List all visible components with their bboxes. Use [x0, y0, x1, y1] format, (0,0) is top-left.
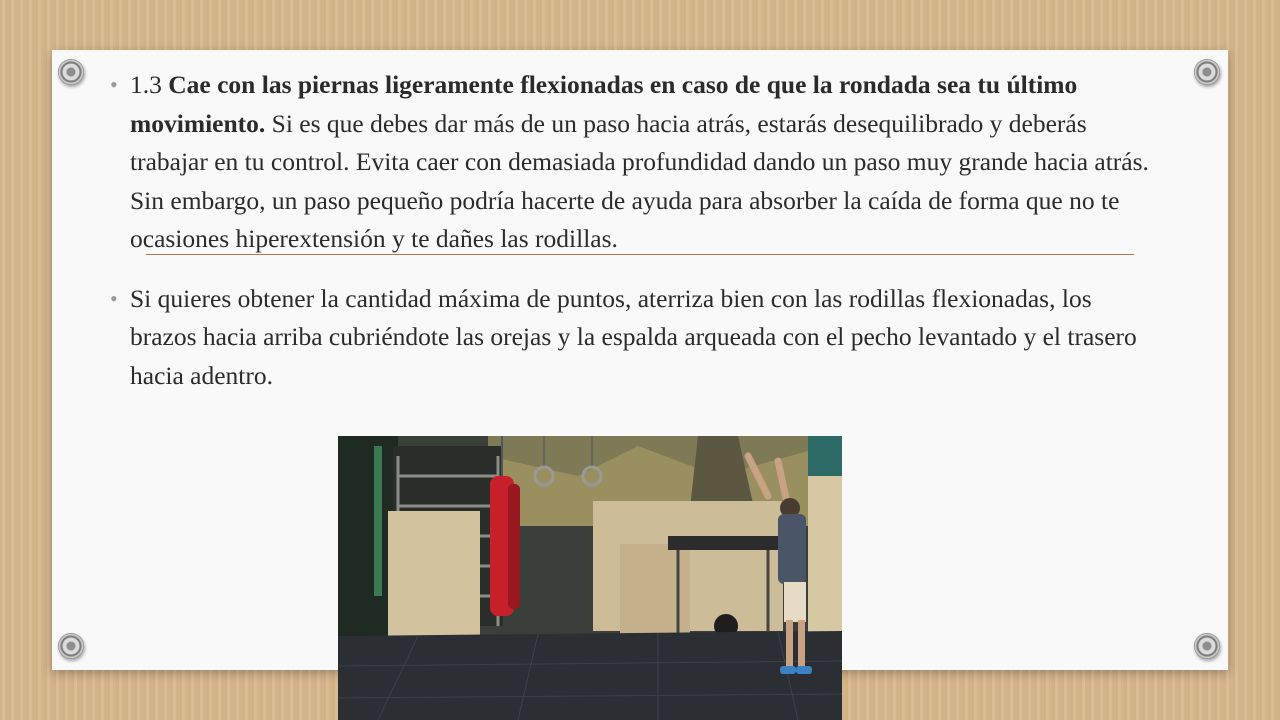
gym-photo-illustration — [338, 436, 842, 720]
bullet-bold-text: Cae con las piernas ligeramente flexionadas en caso de que la rondada sea tu último movimiento. — [130, 70, 1078, 138]
pushpin-icon — [1194, 59, 1220, 85]
bullet-dot-icon: • — [110, 72, 118, 97]
bullet-item — [104, 280, 1164, 396]
pushpin-icon — [1194, 633, 1220, 659]
pushpin-icon — [58, 633, 84, 659]
bullet-dot-icon: • — [110, 285, 118, 311]
bullet-list — [104, 66, 1164, 395]
pushpin-icon — [58, 59, 84, 85]
bullet-text: Si es que debes dar más de un paso hacia atrás, estarás desequilibrado y deberás trabajar en tu control. Evita caer con demasiada profundidad dando un paso muy grande hacia atrás. Sin embargo, un paso pequeño podría hacerte de ayuda para absorber la caída de forma que no te ocasiones hiperextensión y te dañes las rodillas. — [130, 108, 1149, 253]
bullet-prefix: 1.3 — [130, 70, 169, 99]
bullet-item — [104, 66, 1164, 259]
gym-photo — [338, 436, 842, 720]
bullet-text: Si quieres obtener la cantidad máxima de puntos, aterriza bien con las rodillas flexionadas, los brazos hacia arriba cubriéndote las orejas y la espalda arqueada con el pecho levantado y el trasero hacia adentro. — [130, 283, 1137, 390]
